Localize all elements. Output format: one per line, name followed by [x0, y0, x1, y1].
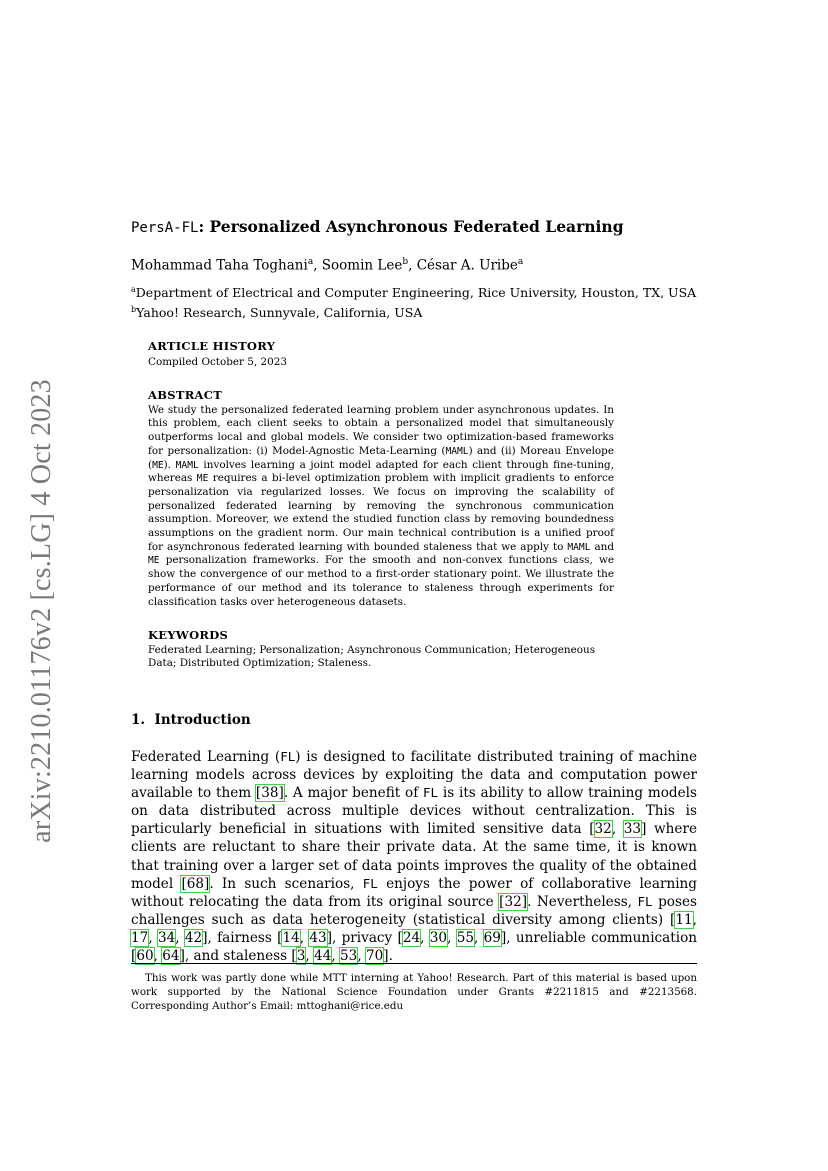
arxiv-identifier: [22, 376, 62, 846]
text-segment: poses challenges such as data heterogeneity (statistical diversity among clients) [: [131, 893, 697, 928]
acronym: MAML: [175, 459, 199, 471]
affiliation-line: [131, 301, 696, 321]
text-segment: ], unreliable communication [: [131, 929, 698, 965]
history-heading: ARTICLE HISTORY: [148, 339, 276, 353]
acronym: ME: [148, 555, 160, 567]
text-segment: ], and staleness [: [179, 948, 297, 965]
citation-link[interactable]: 43: [309, 929, 327, 946]
text-segment: . Nevertheless,: [527, 893, 638, 910]
acronym: FL: [423, 785, 439, 801]
text-segment: ,: [447, 929, 457, 946]
citation-link[interactable]: 64: [162, 948, 180, 965]
author-separator: ,: [313, 257, 322, 274]
acronym: ME: [152, 459, 164, 471]
text-segment: ,: [153, 948, 163, 965]
keywords-text: Federated Learning; Personalization; Asynchronous Communication; Heterogeneous Data; Distributed Optimization; Staleness.: [148, 643, 596, 670]
text-segment: ) is designed to facilitate distributed training of machine learning models across devices by exploiting the data and computation power available to them: [131, 749, 697, 802]
affiliation-mark: b: [402, 257, 409, 267]
citation-link[interactable]: [38]: [255, 785, 284, 802]
citation-link[interactable]: 42: [184, 929, 203, 946]
text-segment: ,: [611, 821, 624, 838]
citation-link[interactable]: 70: [365, 948, 384, 965]
acronym: FL: [280, 749, 296, 764]
citation-link[interactable]: 69: [483, 929, 501, 946]
author-name: César A. Uribe: [416, 257, 518, 274]
abstract: [148, 389, 614, 609]
citation-link[interactable]: [32]: [499, 893, 528, 910]
affiliation-mark: a: [517, 257, 524, 267]
citation-link[interactable]: 44: [314, 948, 332, 965]
citation-link[interactable]: 3: [296, 948, 306, 965]
text-segment: ,: [692, 911, 697, 928]
keywords: [148, 629, 614, 671]
acronym: MAML: [567, 541, 591, 553]
text-segment: requires a bi-level optimization problem with implicit gradients to enforce personalization via regularized losses. We focus on improving the scalability of personalized federated learning by removing the synchronous communication assumption. Moreover, we extend the studied function class by removing boundedness assumptions on the gradient norm. Our main technical contribution is a unified proof for asynchronous federated learning with bounded staleness that we apply to: [148, 472, 614, 553]
acronym: FL: [637, 893, 653, 909]
acronym: MAML: [445, 445, 469, 457]
text-segment: ,: [299, 929, 310, 946]
citation-link[interactable]: 17: [131, 929, 149, 946]
affiliation-text: Department of Electrical and Computer Engineering, Rice University, Houston, TX, USA: [135, 285, 697, 301]
text-segment: We study the personalized federated learning problem under asynchronous updates. In this problem, each client seeks to obtain a personalized model that simultaneously outperforms local and global models. We consider two optimization-based frameworks for personalization: (i) Model-Agnostic Meta-Learning (: [148, 403, 614, 457]
citation-link[interactable]: 60: [136, 948, 154, 965]
section-number: 1.: [131, 712, 146, 728]
citation-link[interactable]: 30: [429, 929, 448, 946]
affiliations: [131, 281, 696, 321]
text-segment: ], privacy [: [326, 929, 403, 946]
citation-link[interactable]: 55: [456, 929, 475, 946]
citation-link[interactable]: 24: [402, 929, 421, 946]
text-segment: ,: [420, 929, 430, 946]
text-segment: ,: [148, 929, 158, 946]
abstract-body: [148, 404, 614, 610]
abstract-heading: ABSTRACT: [148, 388, 223, 402]
footnote: This work was partly done while MTT interning at Yahoo! Research. Part of this material is based upon work supported by the National Science Foundation under Grants #2211815 and #2213568. Corresponding Author’s Email: mttoghani@rice.edu: [131, 972, 697, 1013]
section-title: Introduction: [154, 712, 251, 728]
author-name: Soomin Lee: [321, 257, 403, 274]
text-segment: . A major benefit of: [283, 785, 424, 802]
text-segment: ].: [383, 948, 393, 965]
footnote-rule: [131, 963, 697, 964]
title-text: : Personalized Asynchronous Federated Learning: [198, 217, 624, 236]
author-separator: ,: [408, 257, 417, 274]
arxiv-identifier-text: arXiv:2210.01176v2 [cs.LG] 4 Oct 2023: [26, 379, 57, 843]
keywords-heading: KEYWORDS: [148, 628, 229, 642]
text-segment: is its ability to allow training models on data distributed across multiple devices without centralization. This is particularly beneficial in situations with limited sensitive data [: [131, 785, 698, 838]
affiliation-mark: b: [131, 305, 137, 315]
author-list: [131, 257, 523, 274]
text-segment: ,: [331, 948, 341, 965]
text-segment: involves learning a joint model adapted for each client through fine-tuning, whereas: [148, 458, 614, 485]
author-name: Mohammad Taha Toghani: [131, 257, 308, 274]
title-code: PersA-FL: [131, 220, 199, 236]
acronym: ME: [196, 473, 209, 485]
text-segment: enjoys the power of collaborative learning without relocating the data from its original source: [131, 875, 698, 910]
paper-title: [131, 217, 624, 236]
text-segment: ] where clients are reluctant to share their private data. At the same time, it is known that training over a larger set of data points improves the quality of the obtained model: [131, 821, 697, 892]
text-segment: . In such scenarios,: [209, 875, 363, 892]
section-heading: [131, 712, 251, 728]
citation-link[interactable]: [68]: [181, 875, 210, 892]
citation-link[interactable]: 14: [282, 929, 300, 946]
compiled-date: Compiled October 5, 2023: [148, 356, 287, 368]
citation-link[interactable]: 32: [594, 821, 612, 838]
text-segment: ,: [175, 929, 185, 946]
text-segment: and: [590, 540, 614, 553]
text-segment: Federated Learning (: [131, 749, 281, 765]
text-segment: ], fairness [: [202, 929, 283, 946]
citation-link[interactable]: 53: [340, 948, 358, 965]
affiliation-text: Yahoo! Research, Sunnyvale, California, USA: [136, 305, 423, 321]
citation-link[interactable]: 33: [623, 821, 642, 838]
introduction-paragraph: [131, 748, 697, 965]
text-segment: personalization frameworks. For the smooth and non-convex functions class, we show the convergence of our method to a first-order stationary point. We illustrate the performance of our method and its tolerance to staleness through experiments for classification tasks over heterogeneous datasets.: [148, 554, 614, 608]
text-segment: ) and (ii) Moreau Envelope (: [148, 444, 614, 471]
acronym: FL: [362, 875, 378, 891]
text-segment: ,: [357, 948, 366, 965]
citation-link[interactable]: 11: [675, 911, 693, 928]
article-history: [148, 339, 614, 370]
text-segment: ,: [474, 929, 484, 946]
affiliation-line: [131, 281, 696, 301]
affiliation-mark: a: [307, 257, 314, 267]
text-segment: ,: [305, 948, 315, 965]
citation-link[interactable]: 34: [157, 929, 176, 946]
text-segment: ).: [163, 458, 176, 471]
affiliation-mark: a: [131, 285, 136, 294]
